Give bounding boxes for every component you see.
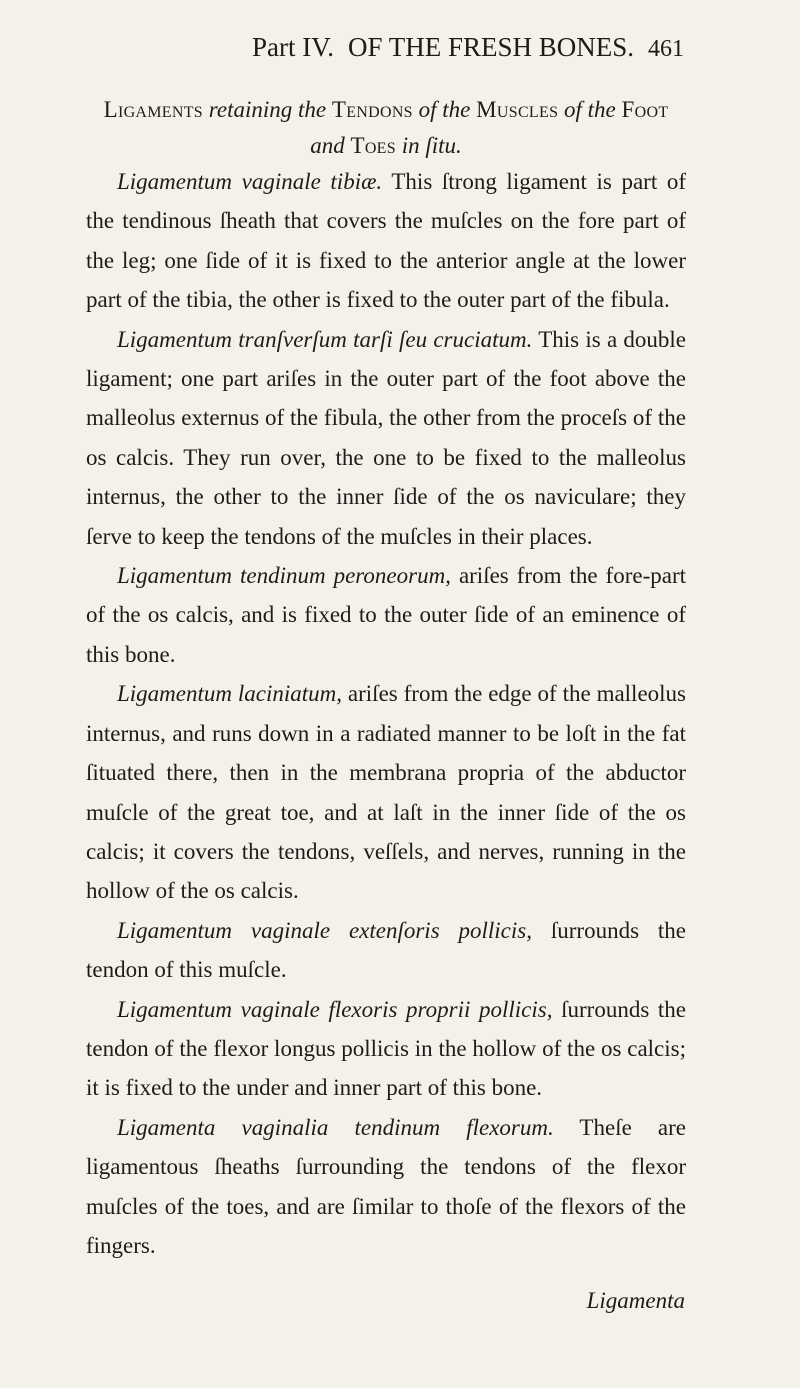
paragraph-text: ſurrounds the tendon of the flexor longus pollicis in the hollow of the os calcis; it is fixed to the under and inner part of this bone.	[86, 996, 686, 1101]
paragraph-text: Theſe are ligamentous ſheaths ſurrounding the tendons of the flexor muſcles of the toes, and are ſimilar to thoſe of the flexors of the fingers.	[86, 1114, 686, 1258]
section-heading	[86, 92, 686, 164]
paragraph-text: ariſes from the edge of the malleolus internus, and runs down in a radiated manner to be loſt in the fat ſituated there, then in the membrana propria of the abductor muſcle of the great toe, and at laſt in the inner ſide of the os calcis; it covers the tendons, veſſels, and nerves, running in the hollow of the os calcis.	[86, 681, 686, 904]
ligament-term: Ligamentum tranſverſum tarſi ſeu cruciatum.	[117, 326, 533, 352]
heading-word: of the	[558, 97, 622, 122]
heading-word: Foot	[621, 97, 669, 122]
ligament-term: Ligamentum vaginale tibiæ.	[117, 169, 383, 194]
heading-word: Ligaments	[103, 97, 204, 122]
paragraph-vaginalia	[86, 1108, 686, 1266]
paragraph-extensoris	[86, 911, 686, 990]
paragraph-tibiae	[86, 162, 686, 320]
paragraph-laciniatum	[86, 674, 686, 910]
body-text	[86, 162, 686, 1265]
heading-word: Toes	[350, 133, 396, 158]
heading-word: in ſitu.	[395, 133, 462, 158]
paragraph-text: This ſtrong ligament is part of the tendinous ſheath that covers the muſcles on the fore part of the leg; one ſide of it is fixed to the anterior angle at the lower part of the tibia, the other is fixed to the outer part of the fibula.	[86, 169, 686, 313]
paragraph-peroneorum	[86, 556, 686, 674]
paragraph-text: ſurrounds the tendon of this muſcle.	[86, 917, 686, 983]
ligament-term: Ligamentum vaginale extenſoris pollicis,	[117, 917, 532, 943]
ligament-term: Ligamenta vaginalia tendinum flexorum.	[117, 1114, 554, 1140]
heading-word: of the	[412, 97, 477, 122]
part-label: Part IV.	[252, 32, 335, 62]
ligament-term: Ligamentum tendinum peroneorum,	[117, 563, 451, 589]
heading-word: Muscles	[476, 97, 559, 122]
heading-word: retaining the	[203, 97, 332, 122]
heading-word: Tendons	[331, 97, 413, 122]
page-number: 461	[647, 36, 684, 62]
paragraph-flexoris	[86, 990, 686, 1108]
paragraph-text: This is a double ligament; one part ariſes in the outer part of the foot above the malleolus externus of the fibula, the other from the proceſs of the os calcis. They run over, the one to be fixed to the malleolus internus, the other to the inner ſide of the os naviculare; they ſerve to keep the tendons of the muſcles in their places.	[86, 326, 687, 549]
heading-word: and	[310, 133, 351, 158]
paragraph-text: ariſes from the fore-part of the os calcis, and is fixed to the outer ſide of an eminence of this bone.	[86, 563, 686, 667]
running-head	[252, 32, 684, 63]
ligament-term: Ligamentum laciniatum,	[117, 681, 343, 707]
running-title: OF THE FRESH BONES.	[347, 32, 635, 62]
catchword: Ligamenta	[586, 1288, 685, 1313]
paragraph-cruciatum	[86, 320, 686, 556]
ligament-term: Ligamentum vaginale flexoris proprii pollicis,	[117, 996, 553, 1022]
